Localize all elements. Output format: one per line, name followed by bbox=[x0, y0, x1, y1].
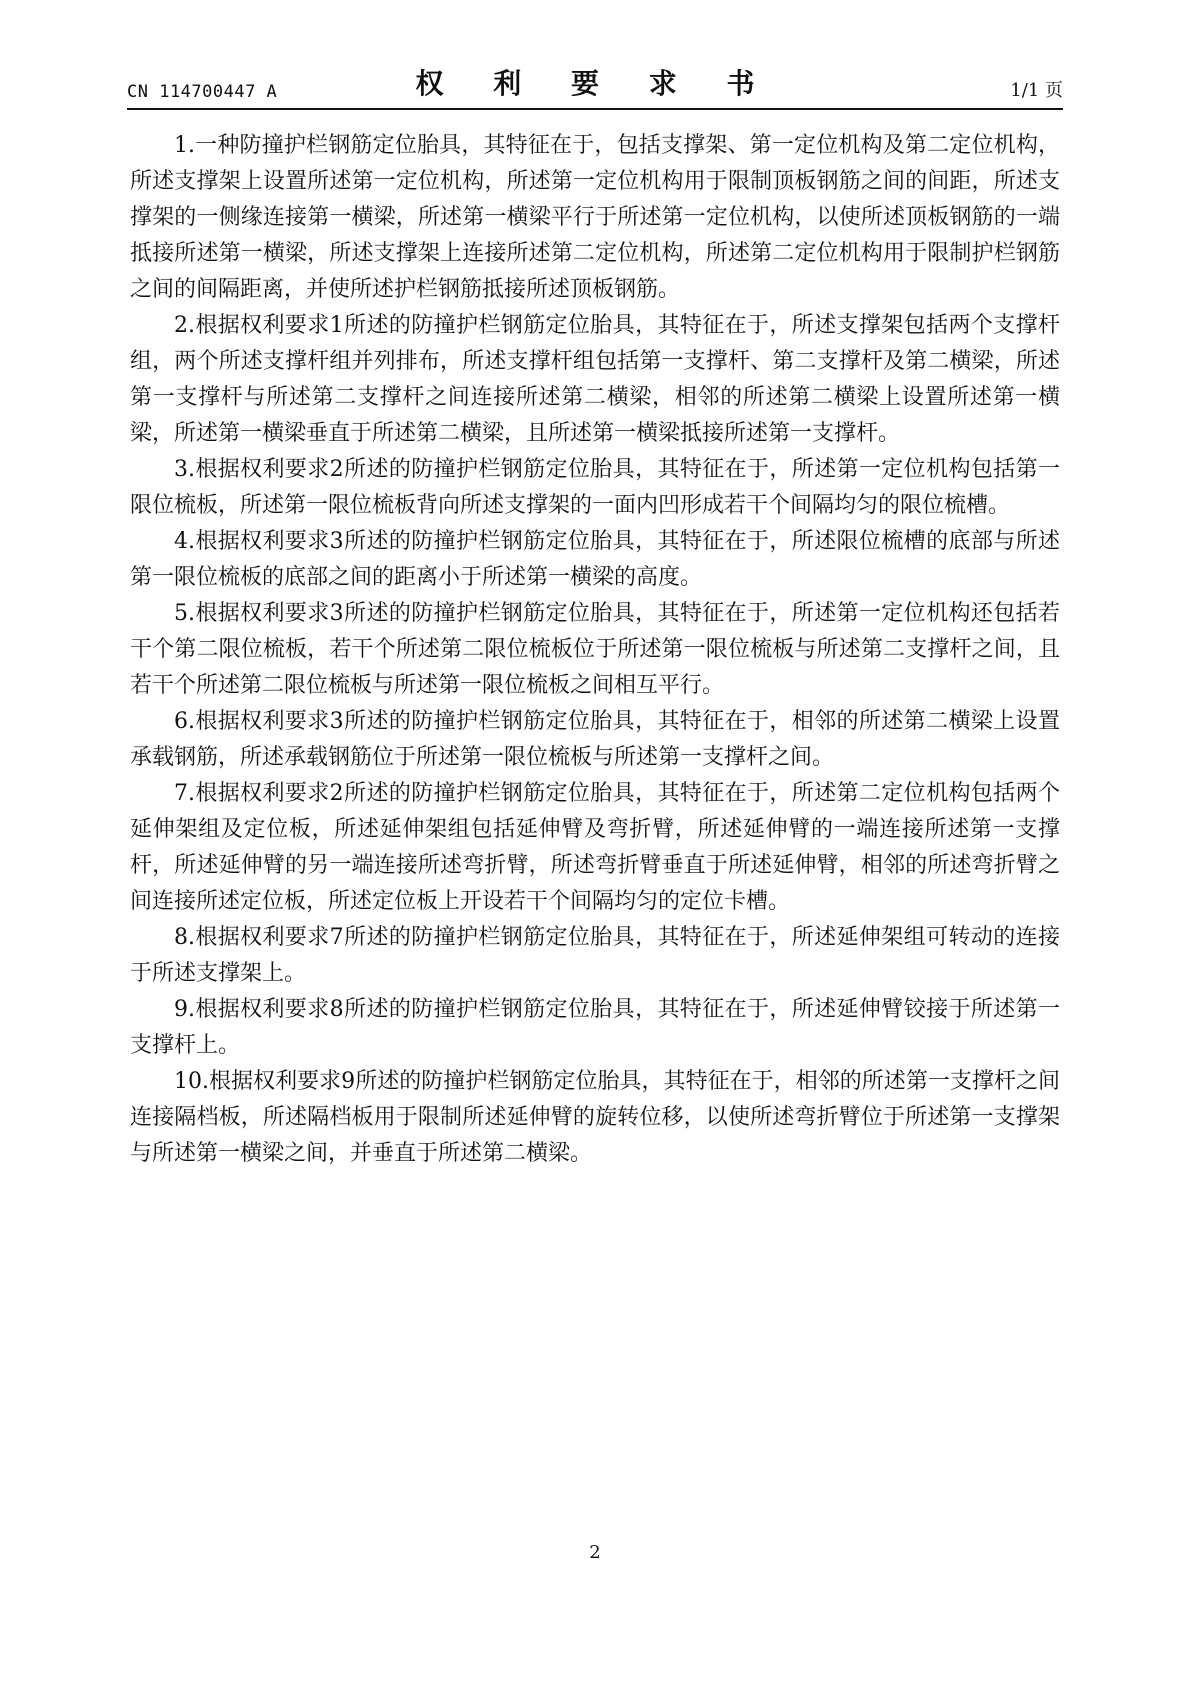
document-header bbox=[127, 66, 1063, 110]
claim-5: 5.根据权利要求3所述的防撞护栏钢筋定位胎具，其特征在于，所述第一定位机构还包括若干个第二限位梳板，若干个所述第二限位梳板位于所述第一限位梳板与所述第二支撑杆之间，且若干个所述第二限位梳板与所述第一限位梳板之间相互平行。 bbox=[130, 601, 1060, 698]
claim-7: 7.根据权利要求2所述的防撞护栏钢筋定位胎具，其特征在于，所述第二定位机构包括两个延伸架组及定位板，所述延伸架组包括延伸臂及弯折臂，所述延伸臂的一端连接所述第一支撑杆，所述延伸臂的另一端连接所述弯折臂，所述弯折臂垂直于所述延伸臂，相邻的所述弯折臂之间连接所述定位板，所述定位板上开设若干个间隔均匀的定位卡槽。 bbox=[130, 781, 1060, 914]
claim-8: 8.根据权利要求7所述的防撞护栏钢筋定位胎具，其特征在于，所述延伸架组可转动的连接于所述支撑架上。 bbox=[130, 925, 1060, 986]
page-number: 2 bbox=[589, 1542, 601, 1563]
claim-10: 10.根据权利要求9所述的防撞护栏钢筋定位胎具，其特征在于，相邻的所述第一支撑杆之间连接隔档板，所述隔档板用于限制所述延伸臂的旋转位移，以使所述弯折臂位于所述第一支撑架与所述第一横梁之间，并垂直于所述第二横梁。 bbox=[130, 1069, 1060, 1166]
claim-6: 6.根据权利要求3所述的防撞护栏钢筋定位胎具，其特征在于，相邻的所述第二横梁上设置承载钢筋，所述承载钢筋位于所述第一限位梳板与所述第一支撑杆之间。 bbox=[130, 709, 1060, 770]
claim-2: 2.根据权利要求1所述的防撞护栏钢筋定位胎具，其特征在于，所述支撑架包括两个支撑杆组，两个所述支撑杆组并列排布，所述支撑杆组包括第一支撑杆、第二支撑杆及第二横梁，所述第一支撑杆与所述第二支撑杆之间连接所述第二横梁，相邻的所述第二横梁上设置所述第一横梁，所述第一横梁垂直于所述第二横梁，且所述第一横梁抵接所述第一支撑杆。 bbox=[130, 313, 1060, 446]
claim-3: 3.根据权利要求2所述的防撞护栏钢筋定位胎具，其特征在于，所述第一定位机构包括第一限位梳板，所述第一限位梳板背向所述支撑架的一面内凹形成若干个间隔均匀的限位梳槽。 bbox=[130, 457, 1060, 518]
claim-4: 4.根据权利要求3所述的防撞护栏钢筋定位胎具，其特征在于，所述限位梳槽的底部与所述第一限位梳板的底部之间的距离小于所述第一横梁的高度。 bbox=[130, 529, 1060, 590]
claim-1: 1.一种防撞护栏钢筋定位胎具，其特征在于，包括支撑架、第一定位机构及第二定位机构，所述支撑架上设置所述第一定位机构，所述第一定位机构用于限制顶板钢筋之间的间距，所述支撑架的一侧缘连接第一横梁，所述第一横梁平行于所述第一定位机构，以使所述顶板钢筋的一端抵接所述第一横梁，所述支撑架上连接所述第二定位机构，所述第二定位机构用于限制护栏钢筋之间的间隔距离，并使所述护栏钢筋抵接所述顶板钢筋。 bbox=[130, 133, 1060, 302]
document-title: 权 利 要 求 书 bbox=[415, 67, 775, 100]
claim-9: 9.根据权利要求8所述的防撞护栏钢筋定位胎具，其特征在于，所述延伸臂铰接于所述第一支撑杆上。 bbox=[130, 997, 1060, 1058]
publication-number: CN 114700447 A bbox=[127, 82, 278, 102]
claims-list bbox=[130, 128, 1060, 1172]
page-of-indicator: 1/1 页 bbox=[1010, 80, 1063, 101]
